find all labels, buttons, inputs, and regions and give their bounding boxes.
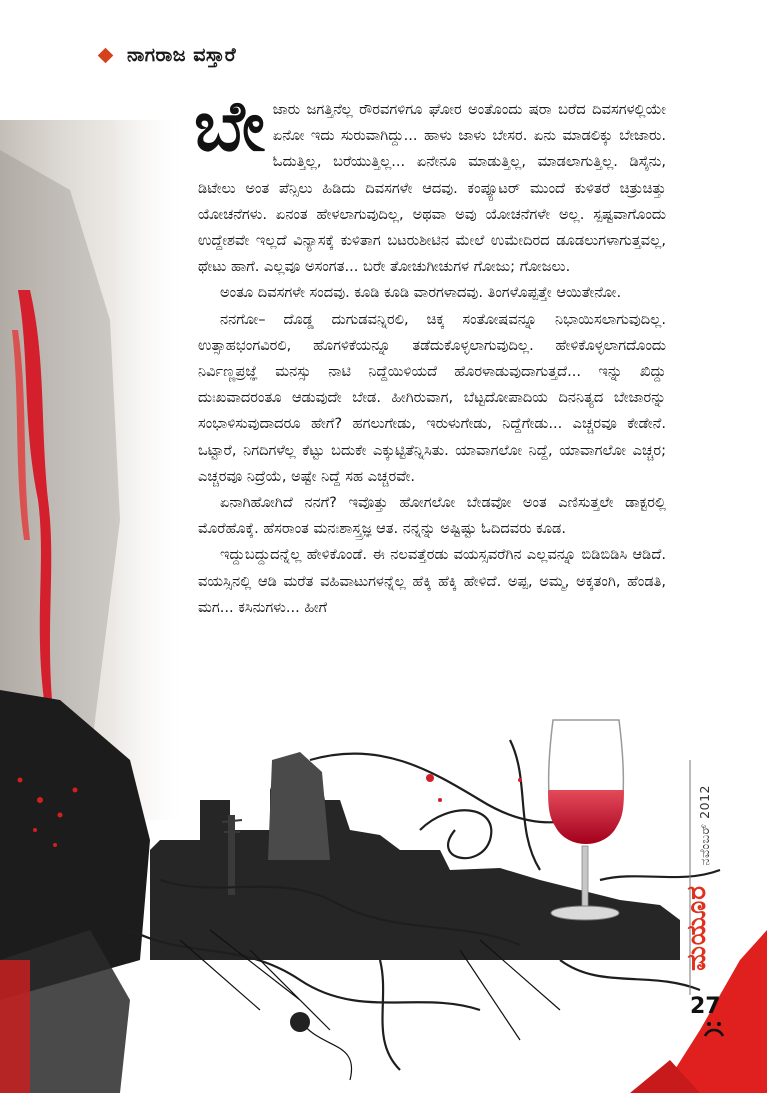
masthead-text: ಮಯೂರ	[682, 885, 712, 971]
masthead-logo	[676, 865, 728, 995]
drop-cap: ಬೇ	[194, 85, 265, 167]
paragraph: ಅಂತೂ ದಿವಸಗಳೇ ಸಂದವು. ಕೂಡಿ ಕೂಡಿ ವಾರಗಳಾದವು. ತಿಂಗಳೊಪ್ಪತ್ತೇ ಆಯಿತೇನೋ.	[220, 284, 622, 302]
byline	[100, 44, 236, 66]
sad-face-icon	[702, 1019, 726, 1039]
article-body	[194, 85, 666, 621]
paragraph: ಏನಾಗಿಹೋಗಿದೆ ನನಗೆ? ಇವೊತ್ತು ಹೋಗಲೋ ಬೇಡವೋ ಅಂತ ಎಣಿಸುತ್ತಲೇ ಡಾಕ್ಟರಲ್ಲಿ ಮೊರೆಹೊಕ್ಕೆ. ಹೆಸರಾಂತ ಮನಃಶಾಸ್ತ್ರಜ್ಞ ಆತ. ನನ್ನನ್ನು ಅಷ್ಟಿಷ್ಟು ಓದಿದವರು ಕೂಡ.	[198, 494, 666, 538]
paragraph: ನನಗೋ– ದೊಡ್ಡ ದುಗುಡವನ್ನಿರಲಿ, ಚಿಕ್ಕ ಸಂತೋಷವನ್ನೂ ನಿಭಾಯಿಸಲಾಗುವುದಿಲ್ಲ. ಉತ್ಸಾಹಭಂಗವಿರಲಿ, ಹೊಗಳಿಕೆಯನ್ನೂ ತಡೆದುಕೊಳ್ಳಲಾಗುವುದಿಲ್ಲ. ಹೇಳಿಕೊಳ್ಳಲಾಗದೊಂದು ನಿರ್ವಿಣ್ಣಪ್ರಜ್ಞೆ ಮನಸ್ಸು ನಾಟಿ ನಿದ್ದೆಯಿಳಿಯದೆ ಹೊರಳಾಡುವುದಾಗುತ್ತದೆ... ಇನ್ನು ಖಿದ್ದು ದುಃಖವಾದರಂತೂ ಆಡುವುದೇ ಬೇಡ. ಹೀಗಿರುವಾಗ, ಬೆಟ್ಟದೋಪಾದಿಯ ದಿನನಿತ್ಯದ ಬೇಜಾರನ್ನು ಸಂಭಾಳಿಸುವುದಾದರೂ ಹೇಗೆ? ಹಗಲುಗೇಡು, ಇರುಳುಗೇಡು, ನಿದ್ದೆಗೇಡು... ಎಚ್ಚರವೂ ಕೇಡೇನೆ. ಒಟ್ಟಾರೆ, ನಿಗದಿಗಳೆಲ್ಲ ಕೆಟ್ಟು ಬದುಕೇ ಎಕ್ಕುಟ್ಟಿತೆನ್ನಿಸಿತು. ಯಾವಾಗಲೋ ನಿದ್ದೆ, ಯಾವಾಗಲೋ ಎಚ್ಚರ; ಎಚ್ಚರವೂ ನಿದ್ರೆಯೆ, ಅಷ್ಟೇ ನಿದ್ದೆ ಸಹ ಎಚ್ಚರವೇ.	[198, 310, 666, 485]
diamond-bullet-icon	[98, 47, 114, 63]
author-name: ನಾಗರಾಜ ವಸ್ತಾರೆ	[127, 44, 237, 66]
page-number: 27	[690, 994, 721, 1019]
paragraph: ಜಾರು ಜಗತ್ತಿನೆಲ್ಲ ರೌರವಗಳಿಗೂ ಘೋರ ಅಂತೊಂದು ಷರಾ ಬರೆದ ದಿವಸಗಳಲ್ಲಿಯೇ ಏನೋ ಇದು ಸುರುವಾಗಿದ್ದು... ಹಾಳು ಜಾಳು ಬೇಸರ. ಏನು ಮಾಡಲಿಕ್ಕು ಬೇಜಾರು. ಓದುತ್ತಿಲ್ಲ, ಬರೆಯುತ್ತಿಲ್ಲ... ಏನೇನೂ ಮಾಡುತ್ತಿಲ್ಲ, ಮಾಡಲಾಗುತ್ತಿಲ್ಲ. ಡಿಸೈನು, ಡಿಟೇಲು ಅಂತ ಪೆನ್ಸಿಲು ಹಿಡಿದು ದಿವಸಗಳೇ ಆದವು. ಕಂಪ್ಯೂಟರ್ ಮುಂದೆ ಕುಳಿತರೆ ಚಿತ್ರುಚಿತ್ತು ಯೋಚನೆಗಳು. ಏನಂತ ಹೇಳಲಾಗುವುದಿಲ್ಲ, ಅಥವಾ ಅವು ಯೋಚನೆಗಳೇ ಅಲ್ಲ. ಸ್ಪಷ್ಟವಾಗೊಂದು ಉದ್ದೇಶವೇ ಇಲ್ಲದೆ ವಿನ್ಯಾಸಕ್ಕೆ ಕುಳಿತಾಗ ಬಟರುಶೀಟಿನ ಮೇಲೆ ಉಮೇದಿರದ ಡೂಡಲುಗಳಾಗುತ್ತವಲ್ಲ, ಥೇಟು ಹಾಗೆ. ಎಲ್ಲವೂ ಅಸಂಗತ... ಬರೇ ತೋಚುಗೀಚುಗಳ ಗೋಜು; ಗೋಜಲು.	[198, 101, 666, 276]
issue-date: ನವೆಂಬರ್ 2012	[697, 785, 712, 866]
paragraph: ಇದ್ದುಬದ್ದುದನ್ನೆಲ್ಲ ಹೇಳಿಕೊಂಡೆ. ಈ ನಲವತ್ತೆರಡು ವಯಸ್ಸವರೆಗಿನ ಎಲ್ಲವನ್ನೂ ಬಿಡಿಬಿಡಿಸಿ ಆಡಿದೆ. ವಯಸ್ಸಿನಲ್ಲಿ ಆಡಿ ಮರೆತ ವಹಿವಾಟುಗಳನ್ನೆಲ್ಲ ಹೆಕ್ಕಿ ಹೆಕ್ಕಿ ಹೇಳಿದೆ. ಅಪ್ಪ, ಅಮ್ಮ, ಅಕ್ಕತಂಗಿ, ಹೆಂಡತಿ, ಮಗ... ಕಸಿನುಗಳು... ಹೀಗೆ	[198, 546, 666, 616]
